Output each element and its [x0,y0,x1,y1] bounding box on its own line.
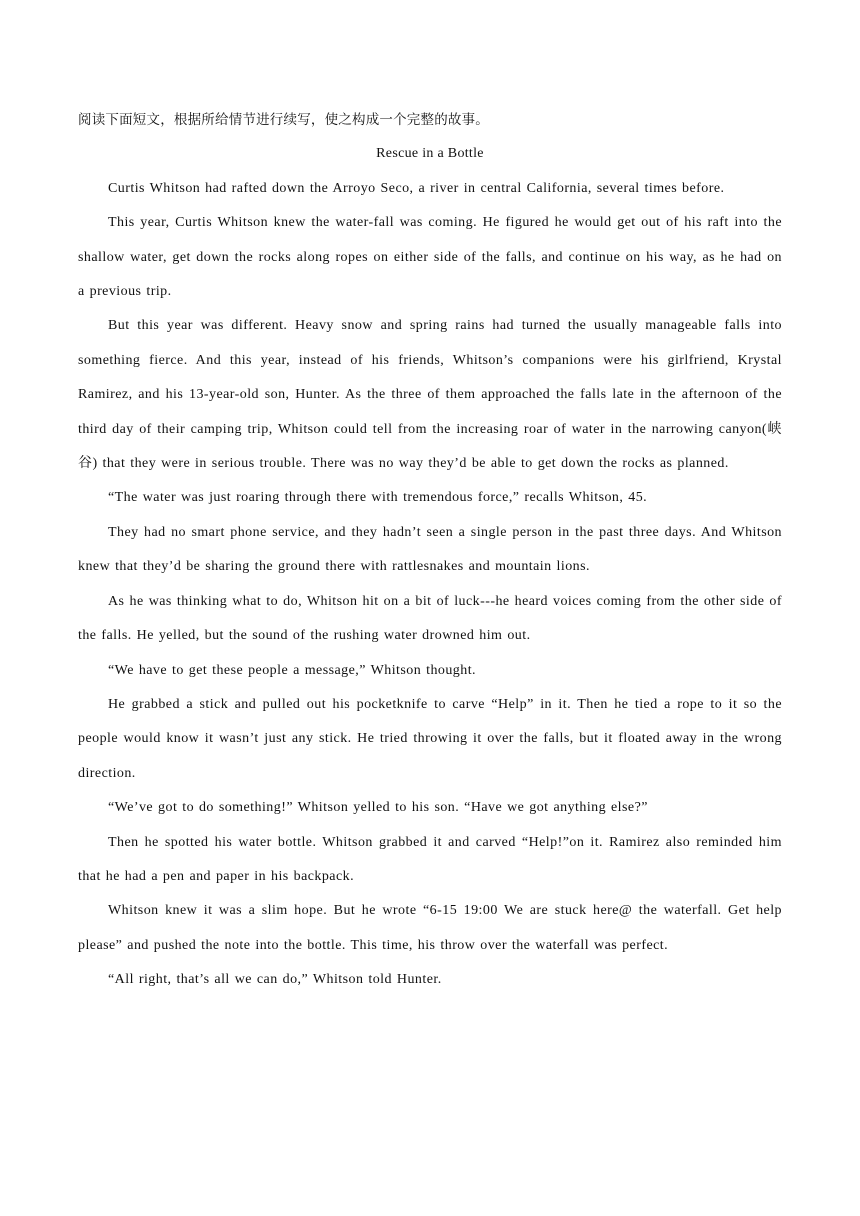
story-paragraph: Whitson knew it was a slim hope. But he wrote “6-15 19:00 We are stuck here@ the waterfall. Get help please” and pushed the note into the bottle. This time, his throw over the waterfall was perfect. [78,903,782,953]
story-paragraph: “We have to get these people a message,” Whitson thought. [108,662,476,678]
story-paragraph: As he was thinking what to do, Whitson hit on a bit of luck---he heard voices coming from the other side of the falls. He yelled, but the sound of the rushing water drowned him out. [78,593,782,644]
story-body [78,172,782,998]
story-paragraph: This year, Curtis Whitson knew the water-fall was coming. He figured he would get out of his raft into the shallow water, get down the rocks along ropes on either side of the falls, and continue on his way, as he had on a previous trip. [78,215,782,300]
story-paragraph: He grabbed a stick and pulled out his pocketknife to carve “Help” in it. Then he tied a rope to it so the people would know it wasn’t just any stick. He tried throwing it over the falls, but it floated away in the wrong direction. [78,696,782,781]
story-paragraph: They had no smart phone service, and they hadn’t seen a single person in the past three days. And Whitson knew that they’d be sharing the ground there with rattlesnakes and mountain lions. [78,524,782,575]
story-paragraph: “We’ve got to do something!” Whitson yelled to his son. “Have we got anything else?” [108,800,648,816]
story-paragraph: Curtis Whitson had rafted down the Arroyo Seco, a river in central California, several times before. [108,180,725,196]
story-paragraph: “All right, that’s all we can do,” Whitson told Hunter. [108,972,442,988]
story-paragraph: But this year was different. Heavy snow and spring rains had turned the usually manageable falls into something fierce. And this year, instead of his friends, Whitson’s companions were his girlfriend, Krystal Ramirez, and his 13-year-old son, Hunter. As the three of them approached the falls late in the afternoon of the third day of their camping trip, Whitson could tell from the increasing roar of water in the narrowing canyon(峡谷) that they were in serious trouble. There was no way they’d be able to get down the rocks as planned. [78,318,782,472]
story-paragraph: Then he spotted his water bottle. Whitson grabbed it and carved “Help!”on it. Ramirez also reminded him that he had a pen and paper in his backpack. [78,834,782,884]
document-page [78,103,782,998]
story-title: Rescue in a Bottle [376,146,484,162]
story-paragraph: “The water was just roaring through there with tremendous force,” recalls Whitson, 45. [108,490,648,506]
instruction-text: 阅读下面短文，根据所给情节进行续写，使之构成一个完整的故事。 [78,112,489,128]
